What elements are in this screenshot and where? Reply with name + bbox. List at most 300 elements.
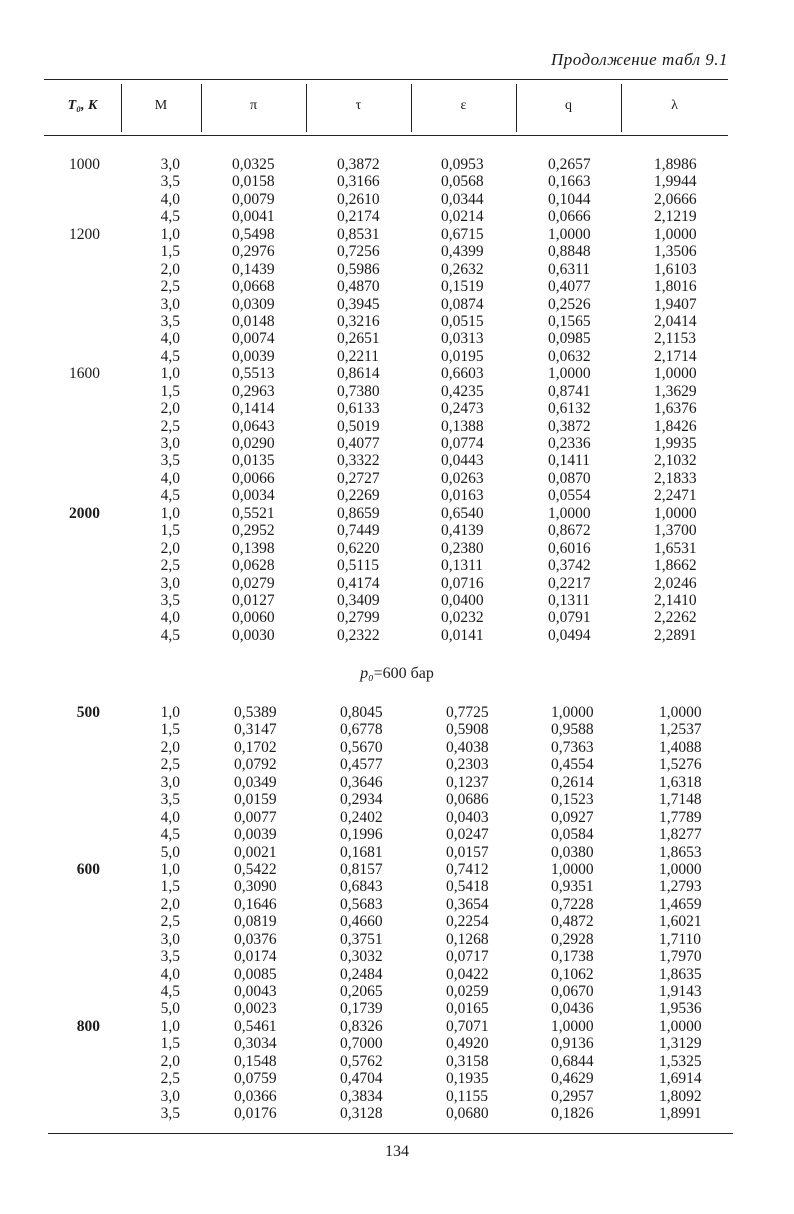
table-cell: 0,2380 [441,539,484,557]
table-cell: 1,0000 [551,860,594,878]
table-cell: 0,5461 [234,1017,277,1035]
table-cell: 0,7449 [337,522,380,540]
table-cell: 0,3158 [446,1052,489,1070]
table-cell: 4,5 [160,983,180,1000]
table-cell [44,261,100,278]
table-cell: 1,0 [160,860,180,878]
table-cell: 3,0 [160,435,180,452]
table-cell: 0,5521 [232,504,275,522]
table-cell: 0,0985 [548,330,591,348]
table-cell: 2,0 [160,539,180,557]
table-cell [44,243,100,260]
table-cell: 0,5908 [446,721,489,739]
table-cell: 0,3751 [340,930,383,948]
table-cell: 0,2526 [548,295,591,313]
table-cell: 2,0 [160,260,180,278]
table-bottom-rule [48,1133,733,1134]
table-cell: 3,5 [160,452,180,470]
table-cell: 0,0376 [234,930,277,948]
table-cell: 0,2303 [446,756,489,774]
table-cell [44,1088,100,1105]
table-cell: 0,8741 [548,382,591,400]
table-cell: 3,0 [160,574,180,592]
table-cell: 0,6133 [337,400,380,418]
col-eps [446,704,516,1123]
table-cell: 2,0414 [654,312,697,330]
table-cell: 0,0039 [234,826,277,844]
table-cell: 4,5 [160,347,180,365]
page-number: 134 [385,1143,409,1160]
table-cell: 0,0021 [234,843,277,861]
table-cell: 2,1032 [654,452,697,470]
col-tau [340,704,410,1123]
table-cell: 3,0 [160,930,180,948]
table-cell: 0,3742 [548,557,591,575]
table-cell: 0,0584 [551,826,594,844]
table-cell: 1,5 [160,243,180,261]
table-cell: 0,2269 [337,487,380,505]
table-cell [44,191,100,208]
table-cell: 0,5986 [337,260,380,278]
table-cell [44,913,100,930]
table-cell: 0,8848 [548,243,591,261]
table-cell [44,522,100,539]
table-cell: 0,0717 [446,948,489,966]
table-cell: 0,0400 [441,591,484,609]
table-cell: 0,0759 [234,1070,277,1088]
table-cell: 1,0000 [654,225,697,243]
table-cell [44,878,100,895]
table-cell: 0,1702 [234,738,277,756]
table-cell: 1,2793 [659,878,702,896]
table-cell: 0,0632 [548,347,591,365]
table-cell: 2,0666 [654,190,697,208]
table-cell: 0,1311 [548,591,591,609]
table-cell: 0,3872 [548,417,591,435]
table-cell: 0,8157 [340,860,383,878]
table-cell: 1,7789 [659,808,702,826]
table-cell: 0,2065 [340,983,383,1000]
table-cell: 0,4077 [548,278,591,296]
table-cell: 800 [76,1017,100,1035]
table-cell: 2,5 [160,913,180,931]
table-cell: 0,1155 [446,1087,489,1105]
table-cell: 1,9536 [659,1000,702,1018]
table-cell: 1,6531 [654,539,697,557]
table-cell [44,487,100,504]
table-cell: 0,4704 [340,1070,383,1088]
table-cell: 0,4554 [551,756,594,774]
table-cell: 0,4038 [446,738,489,756]
table-cell: 0,0290 [232,435,275,452]
table-cell: 0,0403 [446,808,489,826]
table-cell: 0,0349 [234,773,277,791]
table-cell: 0,7256 [337,243,380,261]
table-cell: 0,0628 [232,557,275,575]
table-cell: 4,0 [160,965,180,983]
table-cell: 0,1996 [340,826,383,844]
table-cell: 0,2928 [551,930,594,948]
table-cell: 0,0666 [548,208,591,226]
table-cell: 1,0000 [548,365,591,383]
table-cell: 0,8672 [548,522,591,540]
table-cell: 0,9351 [551,878,594,896]
table-cell: 0,0163 [441,487,484,505]
table-cell: 0,0366 [234,1087,277,1105]
table-cell: 2,1410 [654,591,697,609]
table-cell: 4,5 [160,487,180,505]
table-cell: 3,0 [160,1087,180,1105]
table-cell: 0,1414 [232,400,275,418]
table-cell: 0,4399 [441,243,484,261]
table-cell: 0,8531 [337,225,380,243]
table-cell: 0,3128 [340,1105,383,1123]
table-cell: 2,2891 [654,626,697,644]
table-cell: 0,0085 [234,965,277,983]
table-cell: 0,0686 [446,791,489,809]
table-cell: 0,3166 [337,173,380,191]
table-cell: 0,0422 [446,965,489,983]
table-cell: 0,6016 [548,539,591,557]
table-cell: 0,8614 [337,365,380,383]
table-cell: 0,2174 [337,208,380,226]
table-cell: 0,2336 [548,435,591,452]
table-cell: 2,1219 [654,208,697,226]
table-cell: 0,5019 [337,417,380,435]
table-cell: 0,5422 [234,860,277,878]
table-cell: 3,5 [160,1105,180,1123]
table-cell: 2,0 [160,1052,180,1070]
table-cell: 0,0023 [234,1000,277,1018]
table-cell: 0,0157 [446,843,489,861]
table-cell: 0,4660 [340,913,383,931]
table-cell: 1,5 [160,382,180,400]
table-cell: 2,5 [160,278,180,296]
table-cell: 1,9143 [659,983,702,1000]
table-cell: 0,8045 [340,704,383,721]
table-cell: 0,2211 [337,347,380,365]
table-cell: 0,0436 [551,1000,594,1018]
table-cell: 0,4577 [340,756,383,774]
table-cell [44,348,100,365]
col-m [130,156,180,644]
table-cell: 0,4174 [337,574,380,592]
table-cell: 0,7725 [446,704,489,721]
table-cell: 0,1739 [340,1000,383,1018]
table-cell: 0,0247 [446,826,489,844]
table-cell: 1,0000 [551,704,594,721]
table-cell [44,173,100,190]
table-cell: 0,2976 [232,243,275,261]
table-cell: 0,1519 [441,278,484,296]
table-cell: 1,8426 [654,417,697,435]
table-cell: 0,1388 [441,417,484,435]
table-cell: 0,2484 [340,965,383,983]
table-cell: 1,6376 [654,400,697,418]
table-cell: 0,0158 [232,173,275,191]
table-cell: 5,0 [160,1000,180,1018]
table-cell: 0,2610 [337,190,380,208]
table-cell: 0,7412 [446,860,489,878]
table-cell: 0,5670 [340,738,383,756]
table-cell: 1,5 [160,878,180,896]
table-cell: 0,2217 [548,574,591,592]
table-cell: 4,0 [160,330,180,348]
table-cell: 0,1237 [446,773,489,791]
table-cell [44,540,100,557]
table-cell: 0,1523 [551,791,594,809]
pressure-value: =600 бар [373,665,434,682]
table-cell: 0,0034 [232,487,275,505]
table-cell: 1,0 [160,225,180,243]
table-cell: 1,0 [160,704,180,721]
table-cell: 0,2799 [337,609,380,627]
table-caption: Продолжение табл 9.1 [550,50,728,69]
table-cell: 0,4870 [337,278,380,296]
table-cell: 0,5115 [337,557,380,575]
table-cell: 1,8991 [659,1105,702,1123]
table-cell: 0,0030 [232,626,275,644]
table-cell: 0,0953 [441,156,484,173]
table-cell: 1,9944 [654,173,697,191]
table-cell [44,278,100,295]
table-cell: 1,0 [160,1017,180,1035]
table-cell: 1,0000 [551,1017,594,1035]
table-cell: 0,6311 [548,260,591,278]
table-cell: 0,5683 [340,895,383,913]
table-cell: 1200 [69,225,100,243]
table-cell: 4,5 [160,826,180,844]
table-cell: 0,4920 [446,1035,489,1053]
table-cell: 0,0309 [232,295,275,313]
table-cell: 1,0000 [659,860,702,878]
table-cell [44,983,100,1000]
table-cell: 4,0 [160,609,180,627]
table-cell: 0,3834 [340,1087,383,1105]
table-cell: 0,2963 [232,382,275,400]
table-cell [44,592,100,609]
table-cell: 0,9136 [551,1035,594,1053]
table-cell: 0,2614 [551,773,594,791]
table-cell: 1,5325 [659,1052,702,1070]
table-cell: 1,3700 [654,522,697,540]
table-cell: 0,0214 [441,208,484,226]
table-cell: 1,5 [160,721,180,739]
table-cell: 0,0774 [441,435,484,452]
table-cell: 0,0195 [441,347,484,365]
col-t0 [44,156,100,644]
table-cell: 0,1646 [234,895,277,913]
table-cell: 2000 [69,504,100,522]
table-cell: 0,3032 [340,948,383,966]
table-cell: 0,1935 [446,1070,489,1088]
table-cell: 2,5 [160,756,180,774]
header-lambda: λ [671,98,678,113]
col-q [548,156,618,644]
table-cell: 2,0 [160,400,180,418]
col-pi [232,156,302,644]
table-cell: 0,2322 [337,626,380,644]
table-cell: 0,0668 [232,278,275,296]
table-cell: 0,0792 [234,756,277,774]
table-cell: 1,0 [160,365,180,383]
table-cell: 3,5 [160,591,180,609]
table-cell: 0,0680 [446,1105,489,1123]
table-cell: 0,8326 [340,1017,383,1035]
table-cell: 0,2957 [551,1087,594,1105]
table-cell: 0,2727 [337,469,380,487]
table-cell: 0,0135 [232,452,275,470]
table-cell [44,609,100,626]
table-cell: 0,0313 [441,330,484,348]
table-cell [44,627,100,644]
header-q: q [565,98,572,113]
table-cell: 1,4088 [659,738,702,756]
table-cell: 1,0 [160,504,180,522]
table-cell: 0,7228 [551,895,594,913]
table-cell: 2,2471 [654,487,697,505]
table-cell [44,418,100,435]
table-cell: 0,6603 [441,365,484,383]
table-cell: 0,2952 [232,522,275,540]
table-cell: 0,3216 [337,312,380,330]
table-cell [44,844,100,861]
table-cell [44,383,100,400]
table-cell: 0,0874 [441,295,484,313]
table-cell: 0,1663 [548,173,591,191]
table-cell: 0,4629 [551,1070,594,1088]
table-cell: 0,0791 [548,609,591,627]
table-cell: 1,9935 [654,435,697,452]
table-cell: 1,0000 [654,365,697,383]
table-cell: 0,0870 [548,469,591,487]
table-cell: 0,2632 [441,260,484,278]
table-cell: 0,0927 [551,808,594,826]
table-cell: 0,0043 [234,983,277,1000]
header-m: M [154,98,168,113]
table-cell [44,452,100,469]
table-cell [44,1105,100,1122]
table-cell: 0,0515 [441,312,484,330]
table-cell: 0,5762 [340,1052,383,1070]
table-cell: 0,0074 [232,330,275,348]
table-cell: 3,5 [160,791,180,809]
table-cell: 1,3506 [654,243,697,261]
table-cell: 500 [76,704,100,721]
table-cell [44,774,100,791]
table-cell: 0,1044 [548,190,591,208]
table-cell: 0,1439 [232,260,275,278]
table-cell: 0,6540 [441,504,484,522]
table-cell: 0,2254 [446,913,489,931]
table-cell: 0,1826 [551,1105,594,1123]
table-cell: 0,1411 [548,452,591,470]
table-cell: 2,1714 [654,347,697,365]
table-cell: 0,1565 [548,312,591,330]
table-cell: 0,0232 [441,609,484,627]
table-cell: 1,6318 [659,773,702,791]
table-cell: 0,0127 [232,591,275,609]
table-cell [44,1070,100,1087]
table-cell: 0,5513 [232,365,275,383]
col-lambda [659,704,729,1123]
table-cell: 2,0 [160,895,180,913]
table-cell [44,896,100,913]
table-cell: 0,4077 [337,435,380,452]
table-cell [44,809,100,826]
table-cell: 0,3654 [446,895,489,913]
table-cell: 3,0 [160,156,180,173]
table-cell: 0,6220 [337,539,380,557]
header-bottom-rule [44,135,728,136]
table-cell: 1000 [69,156,100,173]
header-pi: π [249,98,258,113]
table-cell: 2,0246 [654,574,697,592]
table-cell: 0,2473 [441,400,484,418]
table-cell: 5,0 [160,843,180,861]
header-top-rule [44,79,728,80]
table-cell: 0,0077 [234,808,277,826]
table-cell: 0,3322 [337,452,380,470]
table-cell [44,296,100,313]
table-cell: 0,2651 [337,330,380,348]
table-cell: 2,5 [160,417,180,435]
table-cell [44,756,100,773]
table-cell: 0,3646 [340,773,383,791]
header-tau: τ [355,98,362,113]
table-cell: 0,3034 [234,1035,277,1053]
table-cell [44,931,100,948]
table-cell [44,557,100,574]
table-cell: 0,3409 [337,591,380,609]
table-cell [44,470,100,487]
table-cell: 0,2934 [340,791,383,809]
table-cell: 0,0568 [441,173,484,191]
table-cell: 0,5498 [232,225,275,243]
table-cell: 1,0000 [548,504,591,522]
col-tau [337,156,407,644]
table-cell [44,1053,100,1070]
col-lambda [654,156,724,644]
table-cell: 0,2402 [340,808,383,826]
table-cell: 1,8092 [659,1087,702,1105]
table-cell [44,1035,100,1052]
table-cell: 0,4872 [551,913,594,931]
table-cell: 0,0716 [441,574,484,592]
table-cell: 0,0259 [446,983,489,1000]
table-cell: 1,8635 [659,965,702,983]
table-cell: 3,0 [160,295,180,313]
table-cell [44,791,100,808]
table-cell: 2,2262 [654,609,697,627]
table-cell: 0,0670 [551,983,594,1000]
table-cell: 1,8662 [654,557,697,575]
table-cell: 0,0060 [232,609,275,627]
table-cell: 600 [76,860,100,878]
table-cell: 0,1268 [446,930,489,948]
table-cell: 0,1062 [551,965,594,983]
table-cell: 1,6103 [654,260,697,278]
table-cell: 1,6914 [659,1070,702,1088]
table-cell: 0,6843 [340,878,383,896]
table-cell: 1,9407 [654,295,697,313]
table-cell: 0,4139 [441,522,484,540]
table-cell: 1,2537 [659,721,702,739]
table-cell: 0,1398 [232,539,275,557]
table-cell: 4,5 [160,208,180,226]
table-cell: 1,7148 [659,791,702,809]
table-cell: 2,0 [160,738,180,756]
